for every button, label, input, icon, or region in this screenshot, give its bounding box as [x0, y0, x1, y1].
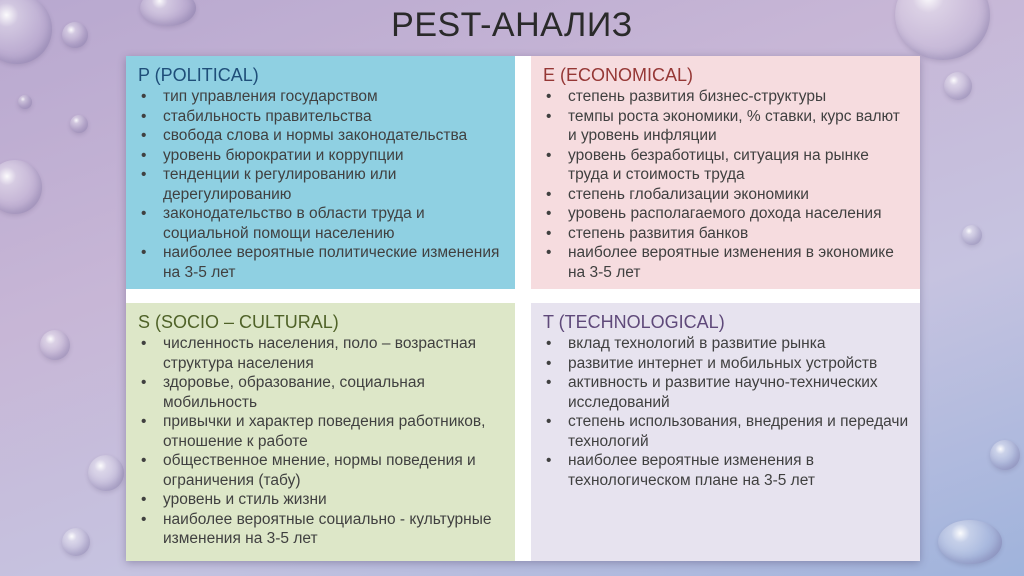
list-item: • привычки и характер поведения работников, отношение к работе [138, 412, 505, 451]
water-droplet-decoration [990, 440, 1020, 470]
list-item: • общественное мнение, нормы поведения и ограничения (табу) [138, 451, 505, 490]
list-item: • свобода слова и нормы законодательства [138, 126, 505, 146]
water-droplet-decoration [944, 72, 972, 100]
water-droplet-decoration [88, 455, 124, 491]
list-item: • степень развития банков [543, 224, 910, 244]
list-item: • наиболее вероятные политические изменения на 3-5 лет [138, 243, 505, 282]
list-item: • уровень и стиль жизни [138, 490, 505, 510]
list-item: • уровень располагаемого дохода населения [543, 204, 910, 224]
factor-list [543, 334, 910, 490]
list-item: • наиболее вероятные социально - культурные изменения на 3-5 лет [138, 510, 505, 549]
quadrant-title: S (SOCIO – CULTURAL) [138, 312, 339, 332]
water-droplet-decoration [62, 528, 90, 556]
list-item: • тип управления государством [138, 87, 505, 107]
list-item: • активность и развитие научно-технических исследований [543, 373, 910, 412]
water-droplet-decoration [962, 225, 982, 245]
factor-list [138, 334, 505, 549]
list-item: • степень использования, внедрения и передачи технологий [543, 412, 910, 451]
list-item: • тенденции к регулированию или дерегулированию [138, 165, 505, 204]
socio-cultural-quadrant [126, 303, 515, 561]
factor-list [543, 87, 910, 282]
economical-quadrant [531, 56, 920, 289]
list-item: • наиболее вероятные изменения в технологическом плане на 3-5 лет [543, 451, 910, 490]
list-item: • степень развития бизнес-структуры [543, 87, 910, 107]
list-item: • стабильность правительства [138, 107, 505, 127]
list-item: • развитие интернет и мобильных устройств [543, 354, 910, 374]
list-item: • наиболее вероятные изменения в экономике на 3-5 лет [543, 243, 910, 282]
factor-list [138, 87, 505, 282]
list-item: • уровень безработицы, ситуация на рынке труда и стоимость труда [543, 146, 910, 185]
list-item: • численность населения, поло – возрастная структура населения [138, 334, 505, 373]
water-droplet-decoration [40, 330, 70, 360]
list-item: • здоровье, образование, социальная мобильность [138, 373, 505, 412]
list-item: • темпы роста экономики, % ставки, курс валют и уровень инфляции [543, 107, 910, 146]
pest-matrix [126, 56, 920, 561]
list-item: • степень глобализации экономики [543, 185, 910, 205]
quadrant-title: P (POLITICAL) [138, 65, 259, 85]
water-droplet-decoration [18, 95, 32, 109]
water-droplet-decoration [0, 160, 42, 214]
quadrant-title: E (ECONOMICAL) [543, 65, 694, 85]
list-item: • уровень бюрократии и коррупции [138, 146, 505, 166]
slide-title: PEST-АНАЛИЗ [391, 6, 633, 44]
quadrant-title: T (TECHNOLOGICAL) [543, 312, 725, 332]
water-droplet-decoration [70, 115, 88, 133]
political-quadrant [126, 56, 515, 289]
water-droplet-decoration [938, 520, 1002, 564]
list-item: • законодательство в области труда и социальной помощи населению [138, 204, 505, 243]
technological-quadrant [531, 303, 920, 561]
list-item: • вклад технологий в развитие рынка [543, 334, 910, 354]
